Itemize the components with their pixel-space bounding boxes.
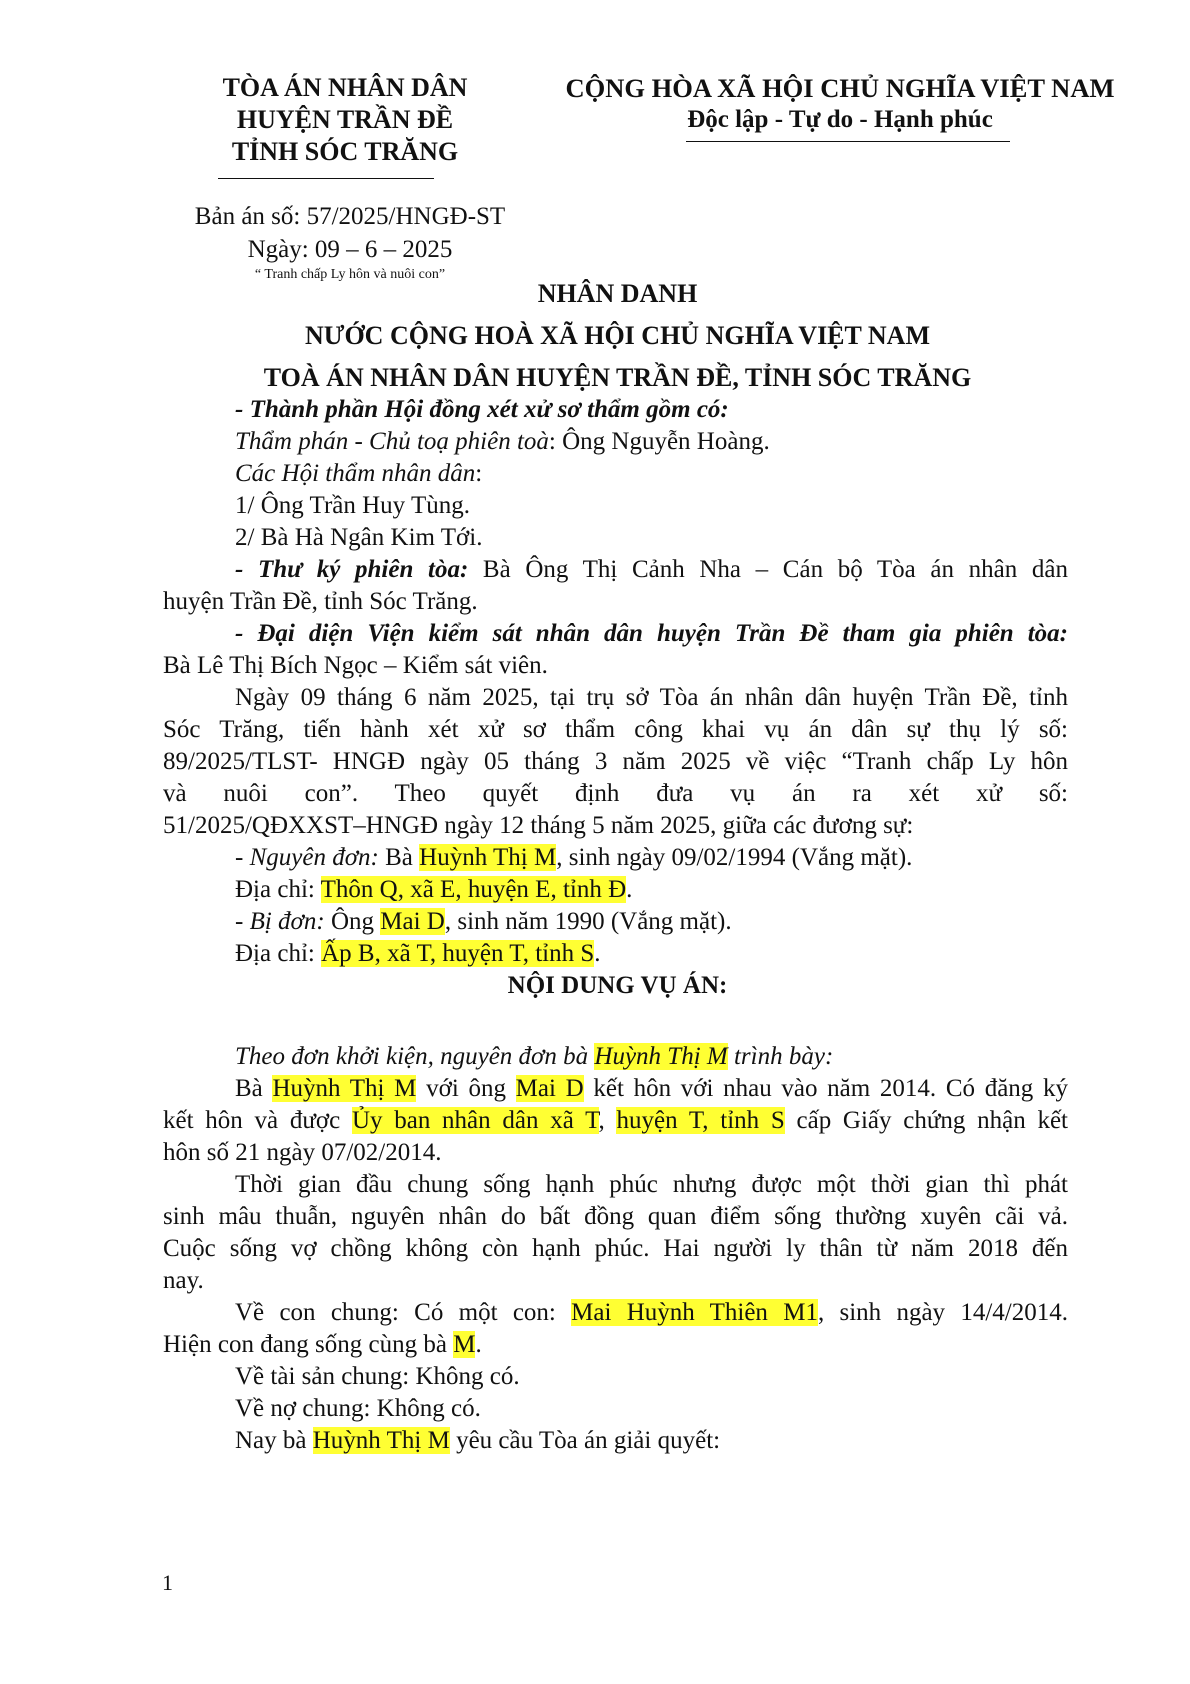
court-name-line-1: TÒA ÁN NHÂN DÂN <box>222 73 468 102</box>
plaintiff-address: Thôn Q, xã E, huyện E, tỉnh Đ <box>320 876 627 903</box>
conflict-line-1: Thời gian đầu chung sống hạnh phúc nhưng được một thời gian thì phát <box>235 1171 1068 1198</box>
defendant-address-line: Địa chỉ: Ấp B, xã T, huyện T, tỉnh S. <box>235 940 601 967</box>
judge-value: : Ông Nguyễn Hoàng. <box>548 428 770 455</box>
title-in-the-name: NHÂN DANH <box>537 279 698 308</box>
clerk-line-2: huyện Trần Đề, tỉnh Sóc Trăng. <box>163 588 478 615</box>
nation-title: CỘNG HÒA XÃ HỘI CHỦ NGHĨA VIỆT NAM <box>565 73 1115 103</box>
plaintiff-name-ref: Huỳnh Thị M <box>594 1043 728 1070</box>
court-divider <box>218 178 434 179</box>
plaintiff-name: Huỳnh Thị M <box>419 844 557 871</box>
child-name: Mai Huỳnh Thiên M1 <box>571 1299 818 1326</box>
trial-line-5: 51/2025/QĐXXST–HNGĐ ngày 12 tháng 5 năm 2025, giữa các đương sự: <box>163 812 914 839</box>
case-info <box>120 200 580 284</box>
clerk-label: - Thư ký phiên tòa: <box>235 556 469 583</box>
page-number: 1 <box>162 1570 173 1595</box>
panel-heading: - Thành phần Hội đồng xét xử sơ thẩm gồm có: <box>235 396 729 423</box>
assessors-line: Các Hội thẩm nhân dân: <box>235 460 483 487</box>
nation-motto: Độc lập - Tự do - Hạnh phúc <box>687 106 993 133</box>
marriage-line-1: Bà Huỳnh Thị M với ông Mai D kết hôn với nhau vào năm 2014. Có đăng ký <box>235 1075 1068 1102</box>
plaintiff-address-line: Địa chỉ: Thôn Q, xã E, huyện E, tỉnh Đ. <box>235 876 633 903</box>
trial-line-1: Ngày 09 tháng 6 năm 2025, tại trụ sở Tòa án nhân dân huyện Trần Đề, tỉnh <box>235 684 1068 711</box>
national-header <box>530 72 1150 136</box>
case-number: Bản án số: 57/2025/HNGĐ-ST <box>194 203 506 230</box>
conflict-line-2: sinh mâu thuẫn, nguyên nhân do bất đồng quan điểm sống thường xuyên cãi vả. <box>163 1203 1068 1230</box>
trial-line-4: và nuôi con”. Theo quyết định đưa vụ án ra xét xử số: <box>163 780 1068 807</box>
debts-line: Về nợ chung: Không có. <box>235 1395 481 1422</box>
child-line-1: Về con chung: Có một con: Mai Huỳnh Thiên M1, sinh ngày 14/4/2014. <box>235 1299 1068 1326</box>
defendant-line: - Bị đơn: Ông Mai D, sinh năm 1990 (Vắng mặt). <box>235 908 732 935</box>
assets-line: Về tài sản chung: Không có. <box>235 1363 520 1390</box>
nation-divider <box>686 141 1010 142</box>
judge-line <box>163 426 1068 458</box>
request-line: Nay bà Huỳnh Thị M yêu cầu Tòa án giải quyết: <box>235 1427 721 1454</box>
case-subject: “ Tranh chấp Ly hôn và nuôi con” <box>254 267 446 282</box>
panel-section <box>163 394 1068 970</box>
clerk-line <box>163 554 1068 586</box>
case-date: Ngày: 09 – 6 – 2025 <box>247 236 453 263</box>
defendant-label: - Bị đơn: <box>235 908 325 935</box>
marriage-line-3: hôn số 21 ngày 07/02/2014. <box>163 1139 442 1166</box>
clerk-value: Bà Ông Thị Cảnh Nha – Cán bộ Tòa án nhân dân <box>468 556 1068 583</box>
court-name-line-2: HUYỆN TRẦN ĐỀ <box>236 105 454 134</box>
intro-line: Theo đơn khởi kiện, nguyên đơn bà Huỳnh Thị M trình bày: <box>235 1043 834 1070</box>
defendant-name: Mai D <box>380 908 445 935</box>
conflict-line-3: Cuộc sống vợ chồng không còn hạnh phúc. Hai người ly thân từ năm 2018 đến <box>163 1235 1068 1262</box>
assessors-label: Các Hội thẩm nhân dân <box>235 460 476 487</box>
title-republic: NƯỚC CỘNG HOÀ XÃ HỘI CHỦ NGHĨA VIỆT NAM <box>304 321 930 350</box>
content-heading: NỘI DUNG VỤ ÁN: <box>507 972 728 999</box>
procuracy-value: Bà Lê Thị Bích Ngọc – Kiểm sát viên. <box>163 652 548 679</box>
title-court: TOÀ ÁN NHÂN DÂN HUYỆN TRẦN ĐỀ, TỈNH SÓC TRĂNG <box>263 363 972 392</box>
plaintiff-line: - Nguyên đơn: Bà Huỳnh Thị M, sinh ngày 09/02/1994 (Vắng mặt). <box>235 844 913 871</box>
trial-line-2: Sóc Trăng, tiến hành xét xử sơ thẩm công khai vụ án dân sự thụ lý số: <box>163 716 1068 743</box>
procuracy-label: - Đại diện Viện kiểm sát nhân dân huyện Trần Đề tham gia phiên tòa: <box>235 620 1068 647</box>
child-line-2: Hiện con đang sống cùng bà M. <box>163 1331 482 1358</box>
judge-label: Thẩm phán - Chủ toạ phiên toà <box>235 428 549 455</box>
assessor-2: 2/ Bà Hà Ngân Kim Tới. <box>235 524 483 551</box>
registration-authority: Ủy ban nhân dân xã T <box>351 1107 599 1134</box>
court-header <box>170 72 520 168</box>
court-name-line-3: TỈNH SÓC TRĂNG <box>231 137 459 166</box>
defendant-address: Ấp B, xã T, huyện T, tỉnh S <box>321 940 595 967</box>
marriage-line-2: kết hôn và được Ủy ban nhân dân xã T, huyện T, tỉnh S cấp Giấy chứng nhận kết <box>163 1107 1069 1134</box>
plaintiff-label: - Nguyên đơn: <box>235 844 379 871</box>
assessor-1: 1/ Ông Trần Huy Tùng. <box>235 492 470 519</box>
trial-line-3: 89/2025/TLST- HNGĐ ngày 05 tháng 3 năm 2025 về việc “Tranh chấp Ly hôn <box>163 748 1068 775</box>
content-section <box>163 1041 1068 1457</box>
conflict-line-4: nay. <box>163 1267 204 1294</box>
